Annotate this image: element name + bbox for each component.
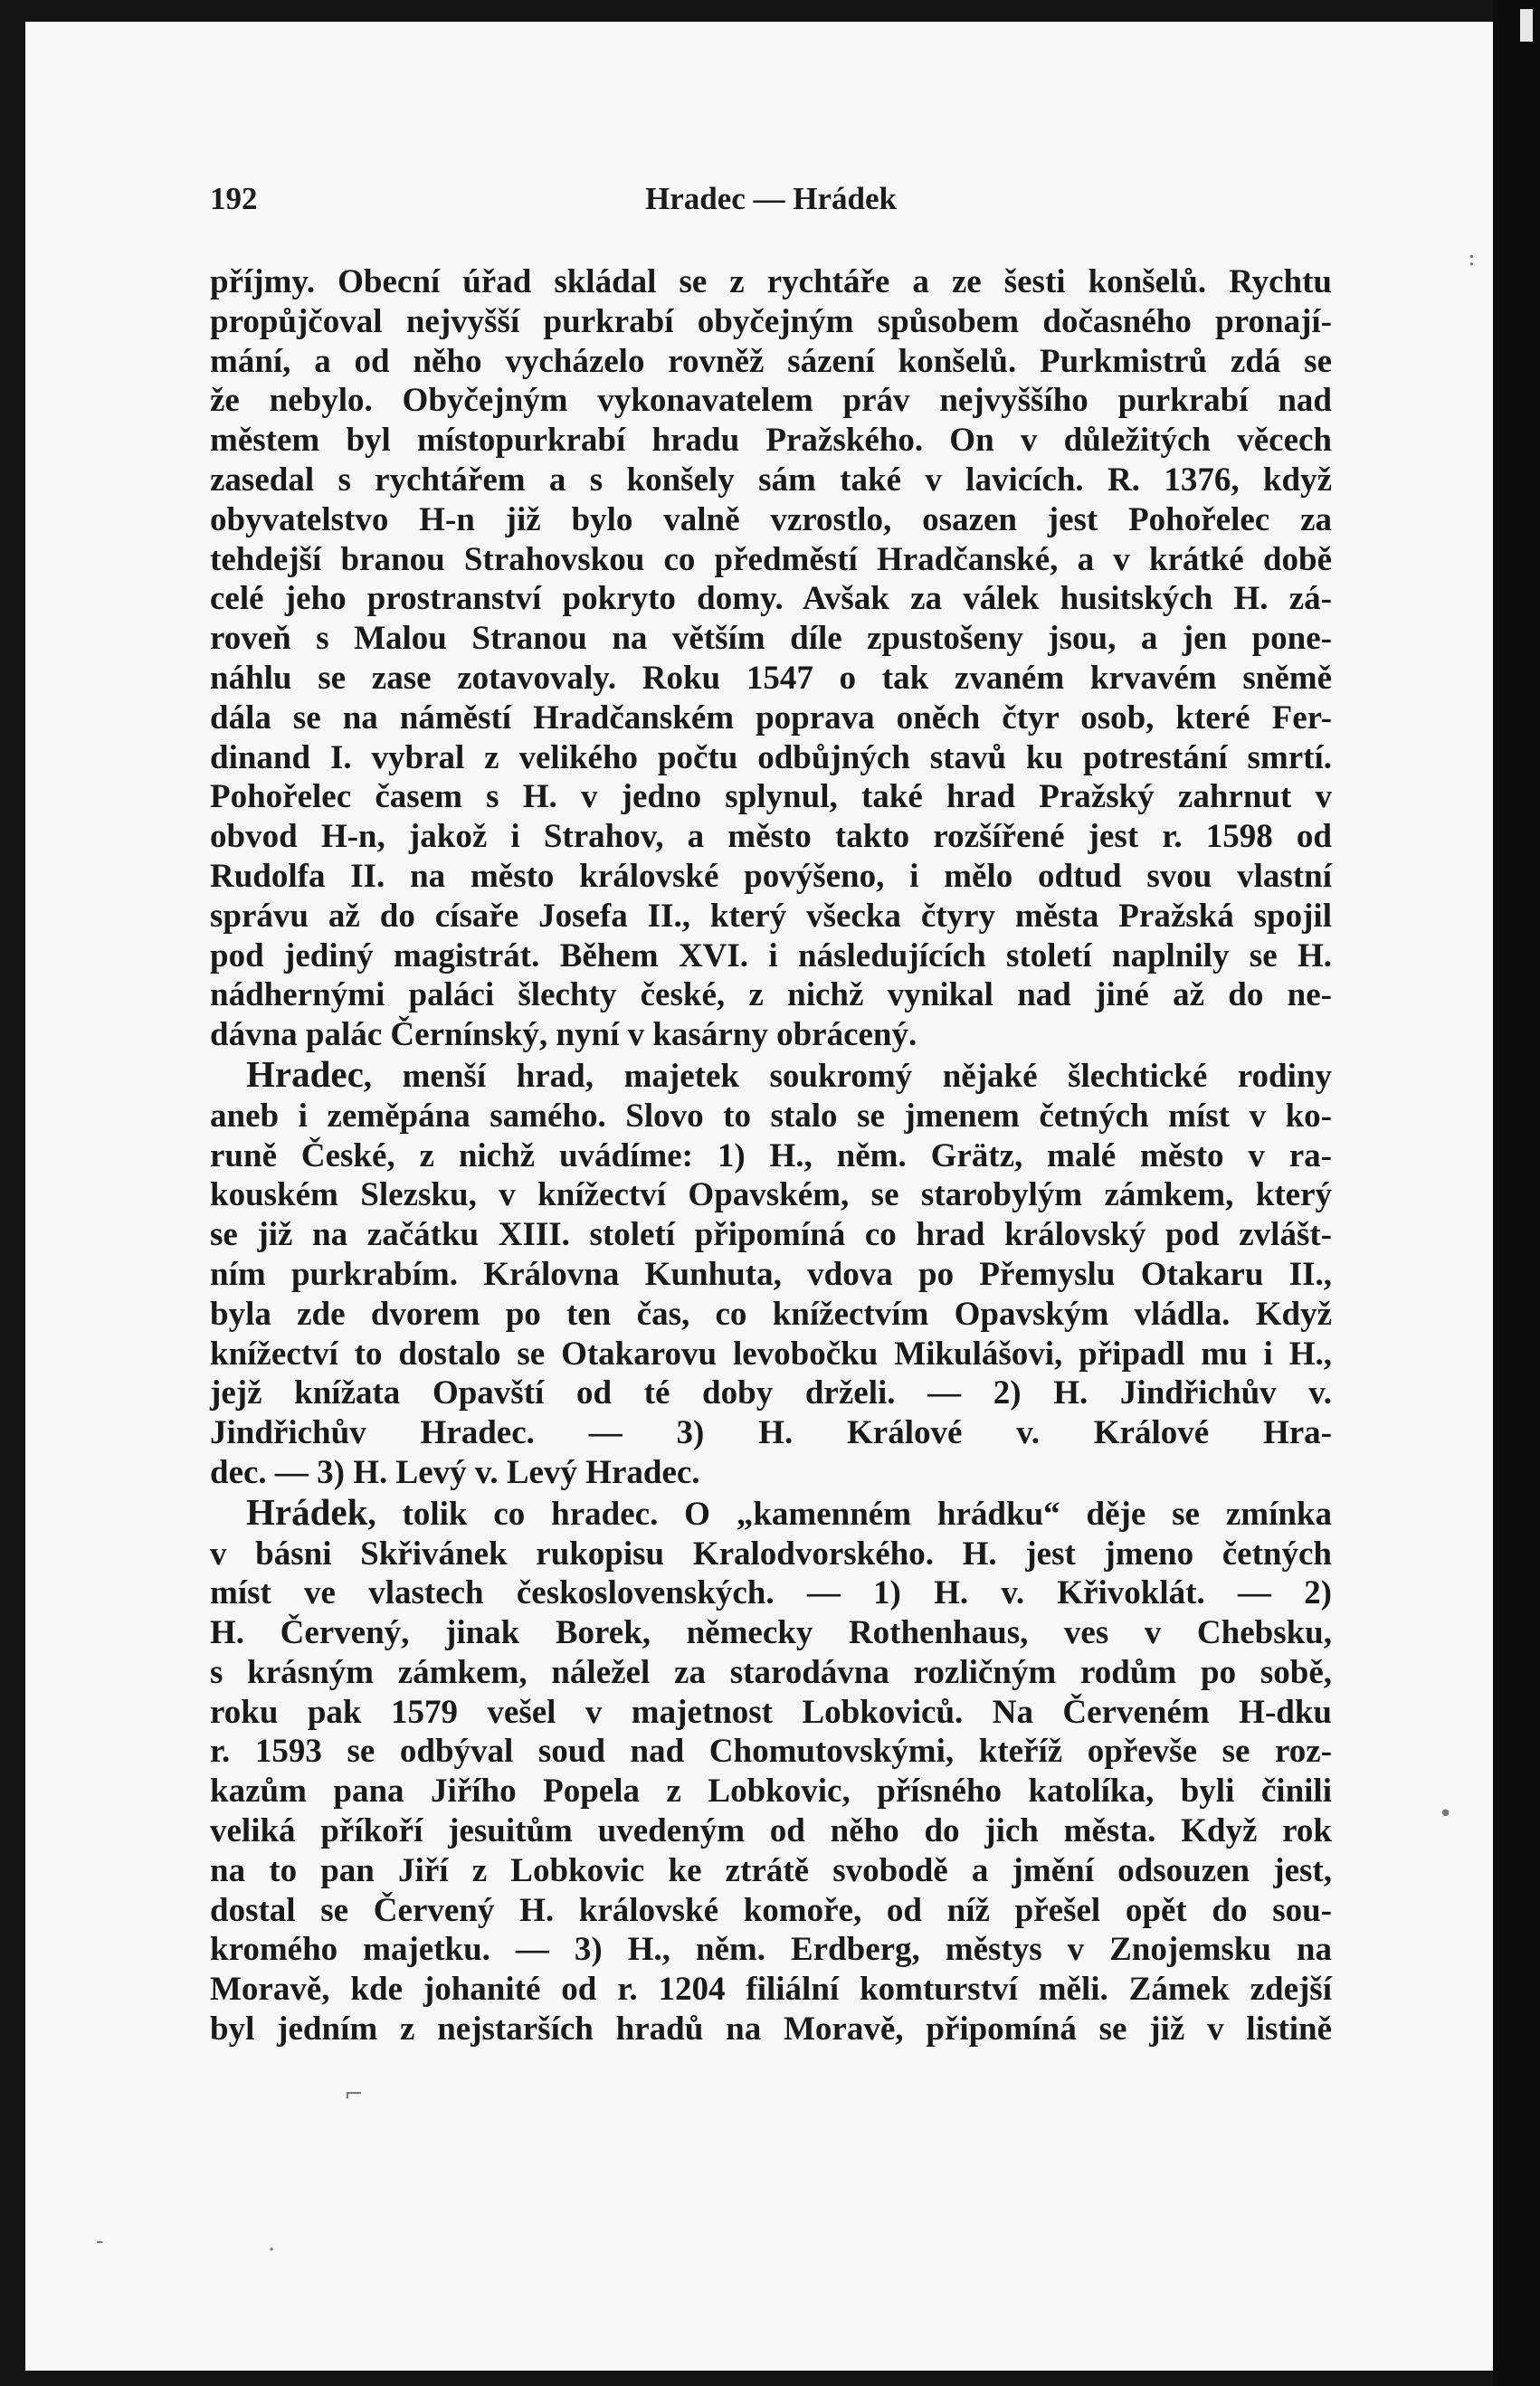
- text-line: kouském Slezsku, v knížectví Opavském, se starobylým zámkem, který: [210, 1176, 1332, 1214]
- scan-corner-mark: [1520, 9, 1533, 42]
- text-line: náhlu se zase zotavovaly. Roku 1547 o tak zvaném krvavém sněmě: [210, 659, 1332, 697]
- text-line: veliká příkoří jesuitům uvedeným od něho do jich města. Když rok: [210, 1812, 1332, 1850]
- text-line: Hrádek, tolik co hradec. O „kamenném hrádku“ děje se zmínka: [246, 1490, 1332, 1533]
- text-line: roveň s Malou Stranou na větším díle zpustošeny jsou, a jen pone-: [210, 620, 1332, 658]
- scan-speck: :: [1468, 244, 1476, 271]
- text-line: celé jeho prostranství pokryto domy. Avšak za válek husitských H. zá-: [210, 580, 1332, 618]
- text-line: ním purkrabím. Královna Kunhuta, vdova po Přemyslu Otakaru II.,: [210, 1255, 1332, 1293]
- entry-headword: Hradec: [246, 1052, 364, 1095]
- text-line: aneb i zeměpána samého. Slovo to stalo se jmenem četných míst v ko-: [210, 1097, 1332, 1135]
- text-line: Pohořelec časem s H. v jedno splynul, také hrad Pražský zahrnut v: [210, 778, 1332, 816]
- text-line: byla zde dvorem po ten čas, co knížectvím Opavským vládla. Když: [210, 1295, 1332, 1333]
- text-line: dinand I. vybral z velikého počtu odbůjných stavů ku potrestání smrtí.: [210, 738, 1332, 776]
- text-line: nádhernými paláci šlechty české, z nichž vynikal nad jiné až do ne-: [210, 976, 1332, 1014]
- text-line: runě České, z nichž uvádíme: 1) H., něm. Grätz, malé město v ra-: [210, 1136, 1332, 1174]
- text-line: mání, a od něho vycházelo rovněž sázení konšelů. Purkmistrů zdá se: [210, 342, 1332, 380]
- text-line: kromého majetku. — 3) H., něm. Erdberg, městys v Znojemsku na: [210, 1931, 1332, 1969]
- text-line: kazům pana Jiřího Popela z Lobkovic, přísného katolíka, byli činili: [210, 1773, 1332, 1811]
- body-text: [210, 262, 1332, 2049]
- text-line: Hradec, menší hrad, majetek soukromý nějaké šlechtické rodiny: [246, 1052, 1332, 1095]
- text-line: dostal se Červený H. královské komoře, od níž přešel opět do sou-: [210, 1891, 1332, 1929]
- text-line: dávna palác Černínský, nyní v kasárny obrácený.: [210, 1016, 917, 1054]
- running-head: Hradec — Hrádek: [644, 181, 898, 216]
- text-line: s krásným zámkem, náležel za starodávna rozličným rodům po sobě,: [210, 1653, 1332, 1691]
- text-line: míst ve vlastech československých. — 1) H. v. Křivoklát. — 2): [210, 1574, 1332, 1612]
- text-line: na to pan Jiří z Lobkovic ke ztrátě svobodě a jmění odsouzen jest,: [210, 1851, 1332, 1889]
- entry-headword: Hrádek: [246, 1490, 368, 1533]
- text-line: Jindřichův Hradec. — 3) H. Králové v. Králové Hra-: [210, 1414, 1332, 1452]
- text-line: zasedal s rychtářem a s konšely sám také v lavicích. R. 1376, když: [210, 461, 1332, 499]
- page-number: 192: [210, 181, 258, 216]
- text-line: knížectví to dostalo se Otakarovu levobočku Mikulášovi, připadl mu i H.,: [210, 1335, 1332, 1373]
- page-header: [210, 181, 1332, 223]
- text-line: jejž knížata Opavští od té doby drželi. — 2) H. Jindřichův v.: [210, 1374, 1332, 1412]
- scan-speck: ⌐: [344, 2081, 364, 2108]
- text-line: obvod H-n, jakož i Strahov, a město takto rozšířené jest r. 1598 od: [210, 818, 1332, 856]
- text-line: H. Červený, jinak Borek, německy Rothenhaus, ves v Chebsku,: [210, 1614, 1332, 1652]
- text-line: obyvatelstvo H-n již bylo valně vzrostlo, osazen jest Pohořelec za: [210, 500, 1332, 538]
- text-line: dec. — 3) H. Levý v. Levý Hradec.: [210, 1453, 700, 1491]
- text-line: v básni Skřivánek rukopisu Kralodvorského. H. jest jmeno četných: [210, 1535, 1332, 1573]
- text-line: r. 1593 se odbýval soud nad Chomutovskými, kteříž opřevše se roz-: [210, 1733, 1332, 1771]
- text-line: dála se na náměstí Hradčanském poprava oněch čtyr osob, které Fer-: [210, 699, 1332, 737]
- text-line: Moravě, kde johanité od r. 1204 filiální komturství měli. Zámek zdejší: [210, 1971, 1332, 2009]
- scan-speck: •: [1439, 1801, 1453, 1828]
- text-line: správu až do císaře Josefa II., který všecka čtyry města Pražská spojil: [210, 897, 1332, 935]
- text-line: městem byl místopurkrabí hradu Pražského. On v důležitých věcech: [210, 422, 1332, 460]
- text-line: příjmy. Obecní úřad skládal se z rychtáře a ze šesti konšelů. Rychtu: [210, 263, 1332, 300]
- text-line: roku pak 1579 vešel v majetnost Lobkoviců. Na Červeném H-dku: [210, 1693, 1332, 1731]
- text-line: pod jediný magistrát. Během XVI. i následujících století naplnily se H.: [210, 936, 1332, 974]
- text-line: propůjčoval nejvyšší purkrabí obyčejným spůsobem dočasného pronají-: [210, 302, 1332, 340]
- scan-speck: .: [268, 2229, 276, 2257]
- scan-edge: [1493, 0, 1540, 2386]
- text-line: byl jedním z nejstarších hradů na Moravě, připomíná se již v listině: [210, 2011, 1332, 2049]
- text-line: že nebylo. Obyčejným vykonavatelem práv nejvyššího purkrabí nad: [210, 382, 1332, 420]
- text-line: Rudolfa II. na město královské povýšeno, i mělo odtud svou vlastní: [210, 857, 1332, 895]
- scan-speck: -: [96, 2228, 104, 2255]
- text-line: tehdejší branou Strahovskou co předměstí Hradčanské, a v krátké době: [210, 540, 1332, 578]
- text-line: se již na začátku XIII. století připomíná co hrad královský pod zvlášt-: [210, 1216, 1332, 1254]
